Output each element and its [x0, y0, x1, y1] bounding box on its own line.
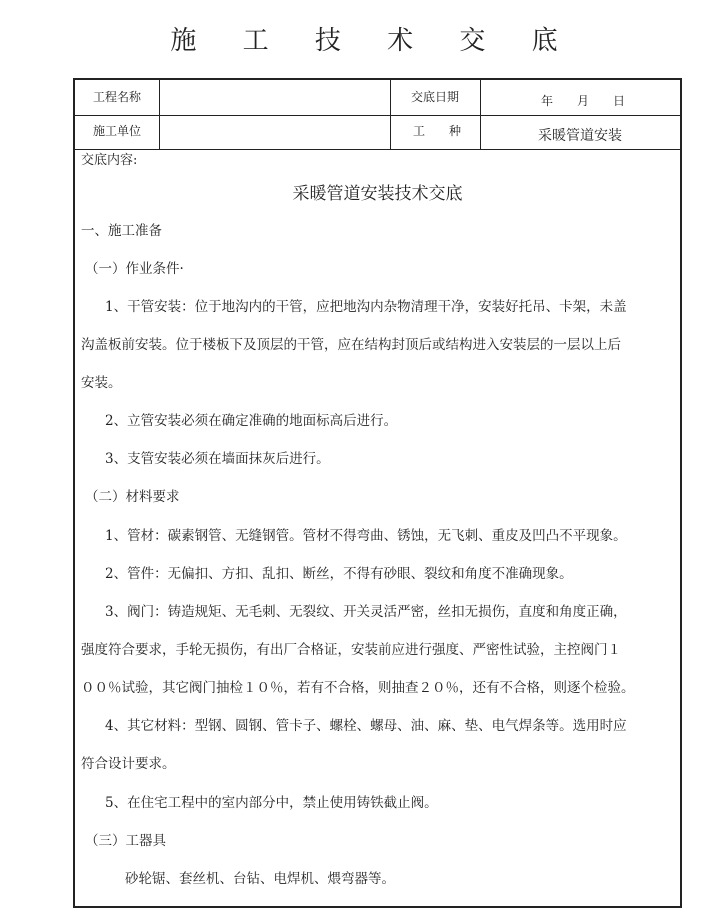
- header-col-divider-3: [480, 80, 481, 149]
- paragraph-line: 3、阀门：铸造规矩、无毛刺、无裂纹、开关灵活严密，丝扣无损伤，直度和角度正确，: [105, 604, 627, 620]
- paragraph-line: 1、干管安装：位于地沟内的干管，应把地沟内杂物清理干净，安装好托吊、卡架，未盖: [105, 299, 627, 315]
- subsection-heading: （一）作业条件·: [85, 261, 184, 277]
- paragraph-line: 2、立管安装必须在确定准确的地面标高后进行。: [105, 413, 398, 429]
- header-col-divider-2: [390, 80, 391, 149]
- date-value: 年 月 日: [541, 94, 626, 108]
- paragraph-line: 3、支管安装必须在墙面抹灰后进行。: [105, 451, 330, 467]
- date-label: 交底日期: [411, 90, 460, 104]
- paragraph-line: 2、管件：无偏扣、方扣、乱扣、断丝，不得有砂眼、裂纹和角度不准确现象。: [105, 566, 573, 582]
- section-heading: 一、施工准备: [81, 223, 162, 239]
- paragraph-line: 沟盖板前安装。位于楼板下及顶层的干管，应在结构封顶后或结构进入安装层的一层以上后: [81, 337, 621, 353]
- page-title: 施 工 技 术 交 底: [170, 26, 577, 56]
- content-label: 交底内容:: [81, 153, 138, 168]
- paragraph-line: ００％试验，其它阀门抽检１０％，若有不合格，则抽查２０％，还有不合格，则逐个检验。: [81, 680, 635, 696]
- document-title: 采暖管道安装技术交底: [292, 184, 463, 204]
- subsection-heading: （二）材料要求: [85, 489, 180, 505]
- paragraph-line: 4、其它材料：型钢、圆钢、管卡子、螺栓、螺母、油、麻、垫、电气焊条等。选用时应: [105, 718, 627, 734]
- paragraph-line: 砂轮锯、套丝机、台钻、电焊机、煨弯器等。: [125, 871, 395, 887]
- header-col-divider-1: [159, 80, 160, 149]
- paragraph-line: 1、管材：碳素钢管、无缝钢管。管材不得弯曲、锈蚀，无飞刺、重皮及凹凸不平现象。: [105, 528, 627, 544]
- paragraph-line: 符合设计要求。: [81, 756, 176, 772]
- header-row-divider: [75, 115, 680, 116]
- header-bottom-divider: [75, 149, 680, 150]
- paragraph-line: 安装。: [81, 375, 122, 391]
- project-name-label: 工程名称: [93, 90, 142, 104]
- unit-label: 施工单位: [93, 124, 142, 138]
- subsection-heading: （三）工器具: [85, 833, 166, 849]
- paragraph-line: 5、在住宅工程中的室内部分中，禁止使用铸铁截止阀。: [105, 795, 438, 811]
- disclosure-sheet: [73, 78, 682, 908]
- trade-label: 工 种: [413, 124, 462, 138]
- paragraph-line: 强度符合要求，手轮无损伤，有出厂合格证，安装前应进行强度、严密性试验，主控阀门１: [81, 642, 621, 658]
- trade-value: 采暖管道安装: [538, 128, 622, 144]
